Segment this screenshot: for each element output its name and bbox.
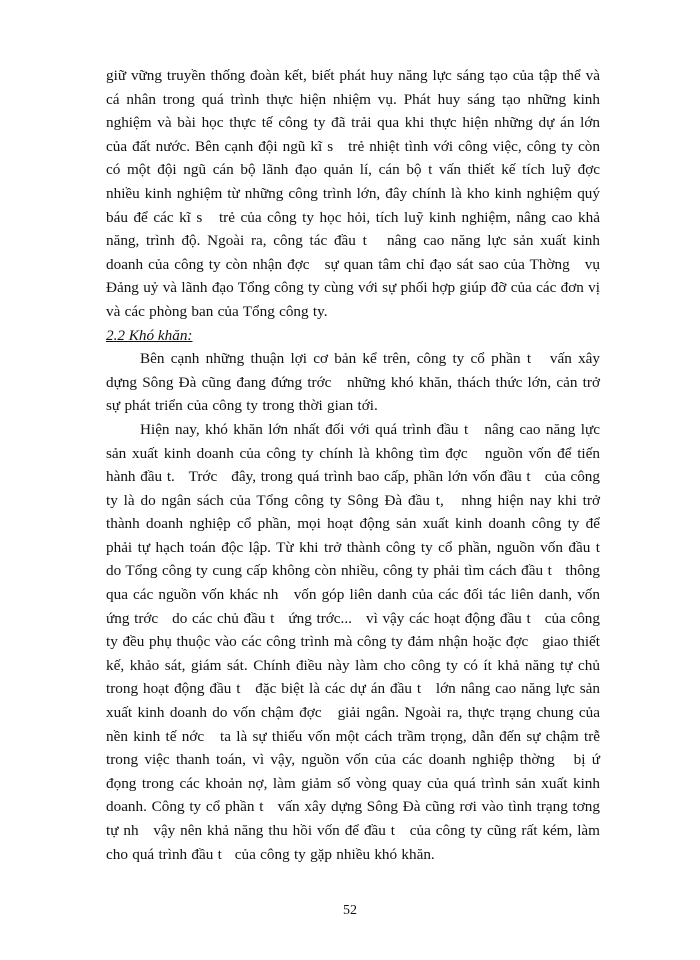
section-heading-2-2: 2.2 Khó khăn: [106,326,193,344]
document-page [106,64,613,866]
body-paragraph-1: giữ vững truyền thống đoàn kết, biết phát huy năng lực sáng tạo của tập thể và cá nhân trong quá trình thực hiện nhiệm vụ. Phát huy sáng tạo những kinh nghiệm và bài học thực tế công ty đã trải qua khi thực hiện những dự án lớn của đất nước. Bên cạnh đội ngũ kĩ s trẻ nhiệt tình với công việc, công ty còn có một đội ngũ cán bộ lãnh đạo quản lí, cán bộ t vấn thiết kế tích luỹ đợc nhiều kinh nghiệm từ những công trình lớn, đây chính là kho kinh nghiệm quý báu để các kĩ s trẻ của công ty học hỏi, tích luỹ kinh nghiệm, nâng cao khả năng, trình độ. Ngoài ra, công tác đầu t nâng cao năng lực sản xuất kinh doanh của công ty còn nhận đợc sự quan tâm chỉ đạo sát sao của Thờng vụ Đảng uỷ và lãnh đạo Tổng công ty cùng với sự phối hợp giúp đỡ của các đơn vị và các phòng ban của Tổng công ty. [106,67,613,320]
page-number: 52 [343,903,357,918]
body-paragraph-2: Bên cạnh những thuận lợi cơ bản kể trên, công ty cổ phần t vấn xây dựng Sông Đà cũng đang đứng trớc những khó khăn, thách thức lớn, cản trở sự phát triển của công ty trong thời gian tới. [106,350,605,415]
body-paragraph-3: Hiện nay, khó khăn lớn nhất đối với quá trình đầu t nâng cao năng lực sản xuất kinh doanh của công ty chính là không tìm đợc nguồn vốn để tiến hành đầu t. Trớc đây, trong quá trình bao cấp, phần lớn vốn đầu t của công ty là do ngân sách của Tổng công ty Sông Đà đầu t, nhng hiện nay khi trở thành doanh nghiệp cổ phần, mọi hoạt động sản xuất kinh doanh công ty để phải tự hạch toán độc lập. Từ khi trở thành công ty cổ phần, nguồn vốn đầu t do Tổng công ty cung cấp không còn nhiều, công ty phải tìm cách đầu t thông qua các nguồn vốn khác nh vốn góp liên danh của các đối tác liên danh, vốn ứng trớc do các chủ đầu t ứng trớc... vì vậy các hoạt động đầu t của công ty đều phụ thuộc vào các công trình mà công ty đảm nhận hoặc đợc giao thiết kế, khảo sát, giám sát. Chính điều này làm cho công ty có ít khả năng tự chủ trong hoạt động đầu t đặc biệt là các dự án đầu t lớn nâng cao năng lực sản xuất kinh doanh do vốn chậm đợc giải ngân. Ngoài ra, thực trạng chung của nền kinh tế nớc ta là sự thiếu vốn một cách trầm trọng, dẫn đến sự chậm trễ trong việc thanh toán, vì vậy, nguồn vốn của các doanh nghiệp thờng bị ứ đọng trong các khoản nợ, làm giảm số vòng quay của quá trình sản xuất kinh doanh. Công ty cổ phần t vấn xây dựng Sông Đà cũng rơi vào tình trạng tơng tự nh vậy nên khả năng thu hồi vốn để đầu t của công ty cũng rất kém, làm cho quá trình đầu t của công ty gặp nhiều khó khăn. [106,420,613,863]
